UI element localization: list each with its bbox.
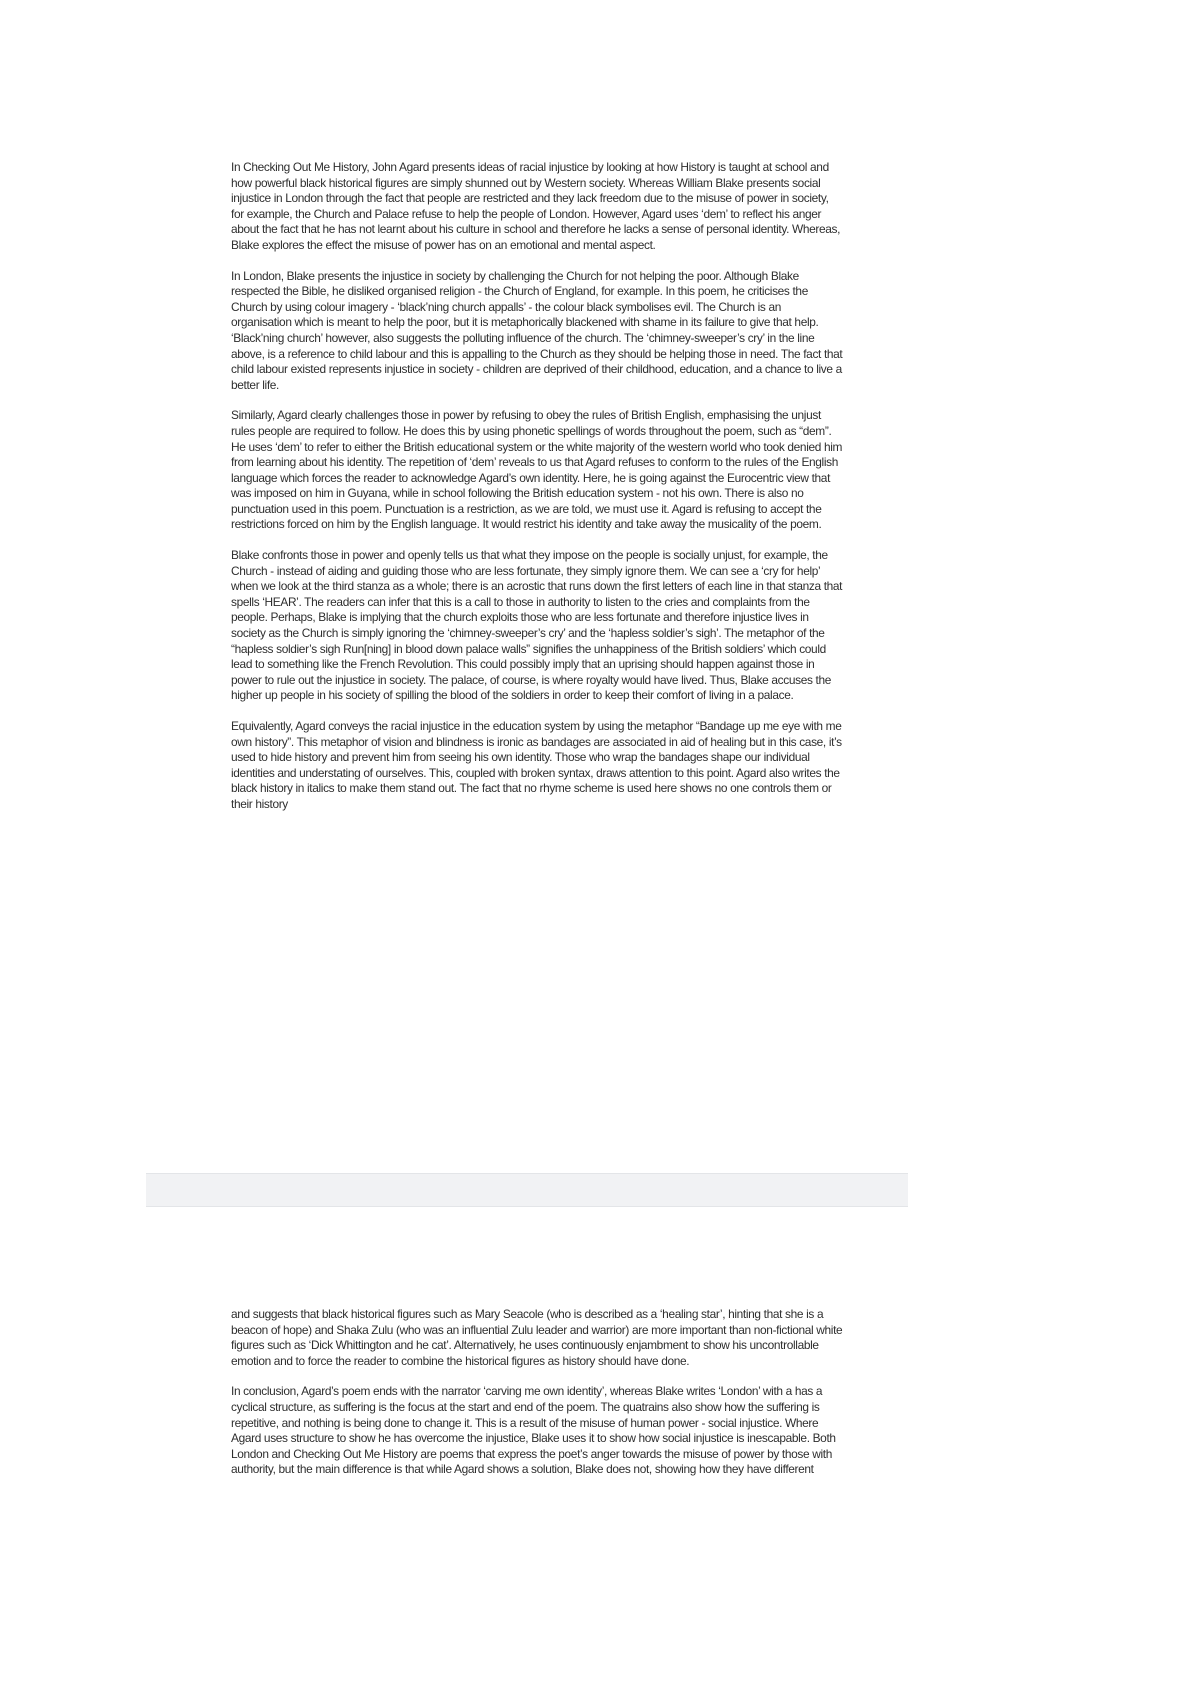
paragraph-conclusion: In conclusion, Agard’s poem ends with the narrator ‘carving me own identity’, whereas Blake writes ‘London’ with a has a cyclical structure, as suffering is the focus at the start and end of the poem. The quatrains also show how the suffering is repetitive, and nothing is being done to change it. This is a result of the misuse of human power - social injustice. Where Agard uses structure to show he has overcome the injustice, Blake uses it to show how social injustice is inescapable. Both London and Checking Out Me History are poems that express the poet’s anger towards the misuse of power by those with authority, but the main difference is that while Agard shows a solution, Blake does not, showing how they have different	[231, 1384, 836, 1477]
paragraph-blake-church: In London, Blake presents the injustice in society by challenging the Church for not helping the poor. Although Blake respected the Bible, he disliked organised religion - the Church of England, for example. In this poem, he criticises the Church by using colour imagery - ‘black’ning church appalls’ - the colour black symbolises evil. The Church is an organisation which is meant to help the poor, but it is metaphorically blackened with shame in its failure to give that help. ‘Black’ning church’ however, also suggests the polluting influence of the church. The ‘chimney-sweeper’s cry’ in the line above, is a reference to child labour and this is appalling to the Church as they should be helping those in need. The fact that child labour existed represents injustice in society - children are deprived of their childhood, education, and a chance to live a better life.	[231, 268, 843, 392]
paragraph-continuation: and suggests that black historical figures such as Mary Seacole (who is described as a ‘healing star’, hinting that she is a beacon of hope) and Shaka Zulu (who was an influential Zulu leader and warrior) are more important than non-fictional white figures such as ‘Dick Whittington and he cat’. Alternatively, he uses continuously enjambment to show his uncontrollable emotion and to force the reader to combine the historical figures as history should have done.	[231, 1307, 843, 1368]
paragraph-agard-metaphor: Equivalently, Agard conveys the racial injustice in the education system by using the metaphor “Bandage up me eye with me own history”. This metaphor of vision and blindness is ironic as bandages are associated in aid of healing but in this case, it’s used to hide history and prevent him from seeing his own identity. Those who wrap the bandages shape our individual identities and understating of ourselves. This, coupled with broken syntax, draws attention to this point. Agard also writes the black history in italics to make them stand out. The fact that no rhyme scheme is used here shows no one controls them or their history	[231, 719, 842, 811]
paragraph-introduction: In Checking Out Me History, John Agard presents ideas of racial injustice by looking at how History is taught at school and how powerful black historical figures are simply shunned out by Western society. Whereas William Blake presents social injustice in London through the fact that people are restricted and they lack freedom due to the misuse of power in society, for example, the Church and Palace refuse to help the people of London. However, Agard uses ‘dem’ to reflect his anger about the fact that he has not learnt about his culture in school and therefore he lacks a sense of personal identity. Whereas, Blake explores the effect the misuse of power has on an emotional and mental aspect.	[231, 160, 841, 252]
document-page-1	[231, 160, 843, 828]
paragraph-agard-language: Similarly, Agard clearly challenges those in power by refusing to obey the rules of British English, emphasising the unjust rules people are required to follow. He does this by using phonetic spellings of words throughout the poem, such as “dem”. He uses ‘dem’ to refer to either the British educational system or the white majority of the western world who took denied him from learning about his identity. The repetition of ‘dem’ reveals to us that Agard refuses to conform to the rules of the English language which forces the reader to acknowledge Agard’s own identity. Here, he is going against the Eurocentric view that was imposed on him in Guyana, while in school following the British education system - not his own. There is also no punctuation used in this poem. Punctuation is a restriction, as we are told, we must use it. Agard is refusing to accept the restrictions forced on him by the English language. It would restrict his identity and take away the musicality of the poem.	[231, 408, 843, 532]
document-page-2	[231, 1307, 843, 1478]
page-break-divider	[146, 1173, 908, 1207]
paragraph-blake-power: Blake confronts those in power and openly tells us that what they impose on the people is socially unjust, for example, the Church - instead of aiding and guiding those who are less fortunate, they simply ignore them. We can see a ‘cry for help’ when we look at the third stanza as a whole; there is an acrostic that runs down the first letters of each line in that stanza that spells ‘HEAR’. The readers can infer that this is a call to those in authority to listen to the cries and complaints from the people. Perhaps, Blake is implying that the church exploits those who are less fortunate and therefore injustice lives in society as the Church is simply ignoring the ‘chimney-sweeper’s cry’ and the ‘hapless soldier’s sigh’. The metaphor of the “hapless soldier’s sigh Run[ning] in blood down palace walls” signifies the unhappiness of the British soldiers’ which could lead to something like the French Revolution. This could possibly imply that an uprising should happen against those in power to rule out the injustice in society. The palace, of course, is where royalty would have lived. Thus, Blake accuses the higher up people in his society of spilling the blood of the soldiers in order to keep their comfort of living in a palace.	[231, 548, 843, 703]
document-page-2-viewport[interactable]	[231, 1307, 851, 1563]
